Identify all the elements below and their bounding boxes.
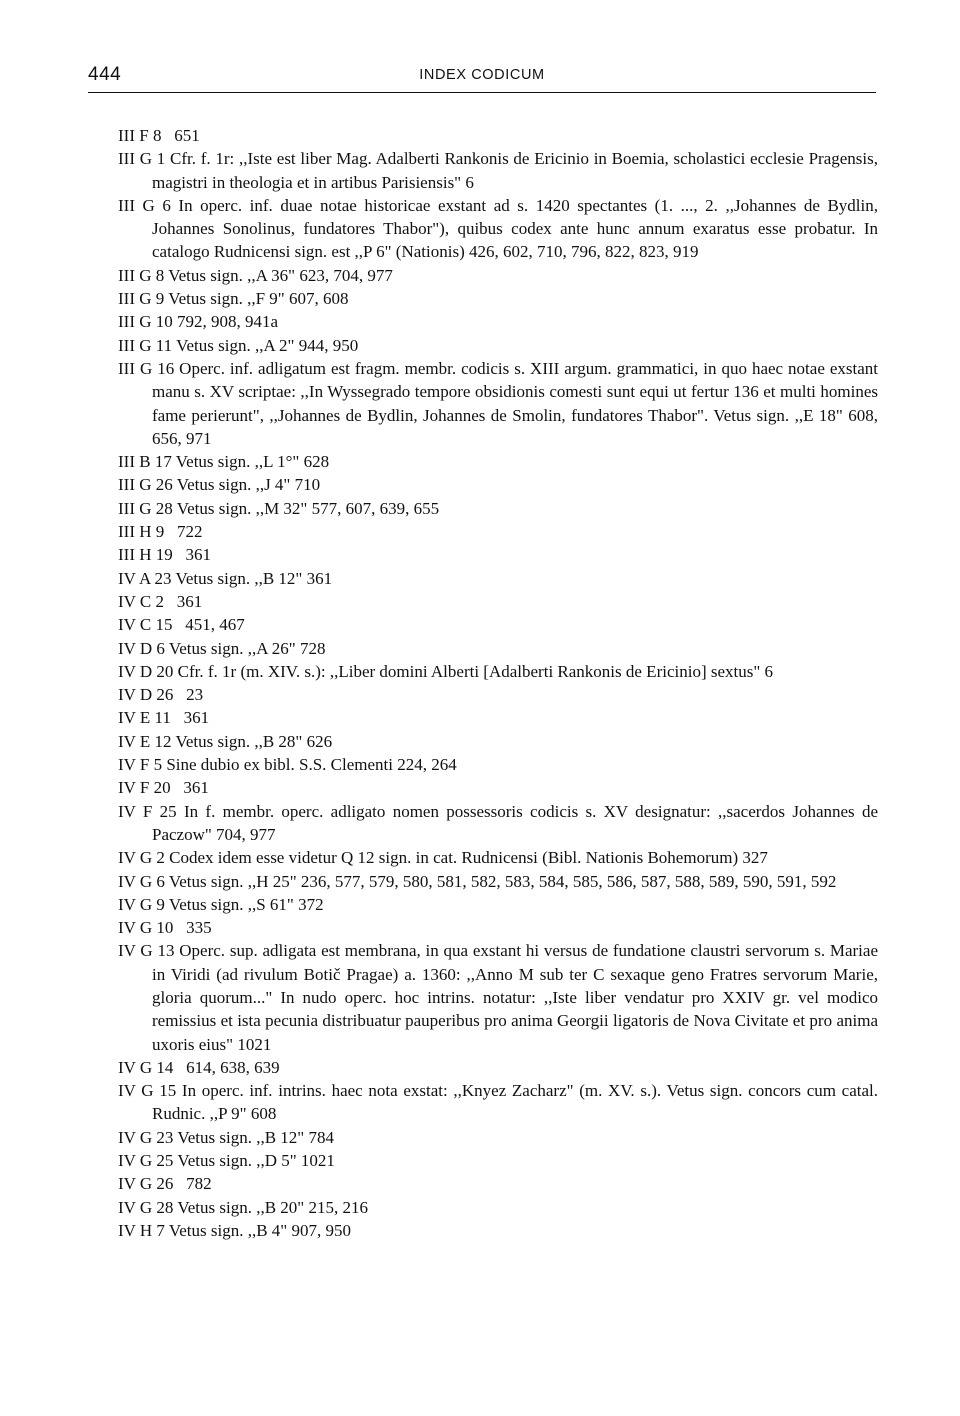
index-entry: IV F 25 In f. membr. operc. adligato nomen possessoris codicis s. XV designatur: ,,sacerdos Johannes de Paczow" 704, 977 (118, 801, 878, 844)
index-entry: IV G 10 335 (118, 918, 212, 938)
index-entry: III G 16 Operc. inf. adligatum est fragm. membr. codicis s. XIII argum. grammatici, in quo haec notae exstant manu s. XV scriptae: ,,In Wyssegrado tempore obsidionis comesti sunt equi ut fertur 136 et multi homines fame perierunt", ,,Johannes de Bydlin, Johannes de Smolin, fundatores Thabor". Vetus sign. ,,E 18" 608, 656, 971 (118, 358, 878, 448)
index-entry: IV H 7 Vetus sign. ,,B 4" 907, 950 (118, 1220, 351, 1240)
index-entry: IV A 23 Vetus sign. ,,B 12" 361 (118, 568, 333, 588)
index-entry: IV F 5 Sine dubio ex bibl. S.S. Clementi 224, 264 (118, 755, 457, 775)
index-entry: III G 8 Vetus sign. ,,A 36" 623, 704, 977 (118, 265, 393, 285)
running-title: INDEX CODICUM (419, 67, 545, 83)
index-entry: IV D 26 23 (118, 685, 204, 705)
index-entry: III G 11 Vetus sign. ,,A 2" 944, 950 (118, 335, 359, 355)
header-rule (88, 92, 876, 93)
index-entry: IV C 15 451, 467 (118, 615, 245, 635)
index-entry: III G 1 Cfr. f. 1r: ,,Iste est liber Mag. Adalberti Rankonis de Ericinio in Boemia, scholastici ecclesie Pragensis, magistri in theologia et in artibus Parisiensis" 6 (118, 149, 878, 192)
index-list (118, 124, 878, 1242)
index-entry: IV G 28 Vetus sign. ,,B 20" 215, 216 (118, 1197, 368, 1217)
index-entry: IV G 2 Codex idem esse videtur Q 12 sign. in cat. Rudnicensi (Bibl. Nationis Bohemorum) 327 (118, 848, 768, 868)
index-entry: III H 9 722 (118, 522, 203, 542)
index-entry: IV G 9 Vetus sign. ,,S 61" 372 (118, 894, 324, 914)
index-entry: III H 19 361 (118, 545, 212, 565)
index-entry: III G 6 In operc. inf. duae notae historicae exstant ad s. 1420 spectantes (1. ..., 2. ,,Johannes de Bydlin, Johannes Sonolinus, fundatores Thabor"), quibus codex ante hunc annum exaratus esse probatur. In catalogo Rudnicensi sign. est ,,P 6" (Nationis) 426, 602, 710, 796, 822, 823, 919 (118, 195, 878, 262)
index-entry: IV F 20 361 (118, 778, 209, 798)
index-entry: IV G 15 In operc. inf. intrins. haec nota exstat: ,,Knyez Zacharz" (m. XV. s.). Vetus sign. concors cum catal. Rudnic. ,,P 9" 608 (118, 1081, 878, 1124)
index-entry: IV G 25 Vetus sign. ,,D 5" 1021 (118, 1151, 335, 1171)
page-number: 444 (88, 64, 122, 85)
index-entry: IV C 2 361 (118, 591, 203, 611)
index-entry: IV G 14 614, 638, 639 (118, 1057, 280, 1077)
index-entry: IV G 23 Vetus sign. ,,B 12" 784 (118, 1127, 334, 1147)
index-entry: IV E 11 361 (118, 708, 210, 728)
index-entry: IV D 20 Cfr. f. 1r (m. XIV. s.): ,,Liber domini Alberti [Adalberti Rankonis de Ericinio] sextus" 6 (118, 661, 774, 681)
index-entry: III B 17 Vetus sign. ,,L 1°" 628 (118, 452, 330, 472)
index-entry: IV G 13 Operc. sup. adligata est membrana, in qua exstant hi versus de fundatione claustri servorum s. Mariae in Viridi (ad rivulum Botič Pragae) a. 1360: ,,Anno M sub ter C sexaque geno Fratres servorum Marie, gloria quorum..." In nudo operc. hoc intrins. notatur: ,,Iste liber vendatur pro XXIV gr. vel modico remissius et ista pecunia distribuatur pauperibus pro anima Georgii ligatoris de Nova Civitate et pro anima uxoris eius" 1021 (118, 941, 878, 1054)
index-entry: IV D 6 Vetus sign. ,,A 26" 728 (118, 638, 326, 658)
index-entry: IV G 6 Vetus sign. ,,H 25" 236, 577, 579, 580, 581, 582, 583, 584, 585, 586, 587, 588, 589, 590, 591, 592 (118, 871, 837, 891)
index-entry: IV E 12 Vetus sign. ,,B 28" 626 (118, 731, 333, 751)
index-entry: III G 26 Vetus sign. ,,J 4" 710 (118, 475, 321, 495)
page-header (88, 62, 876, 92)
index-entry: IV G 26 782 (118, 1174, 212, 1194)
index-entry: III F 8 651 (118, 126, 200, 145)
index-entry: III G 10 792, 908, 941a (118, 312, 279, 332)
index-entry: III G 28 Vetus sign. ,,M 32" 577, 607, 639, 655 (118, 498, 440, 518)
index-entry: III G 9 Vetus sign. ,,F 9" 607, 608 (118, 289, 349, 309)
